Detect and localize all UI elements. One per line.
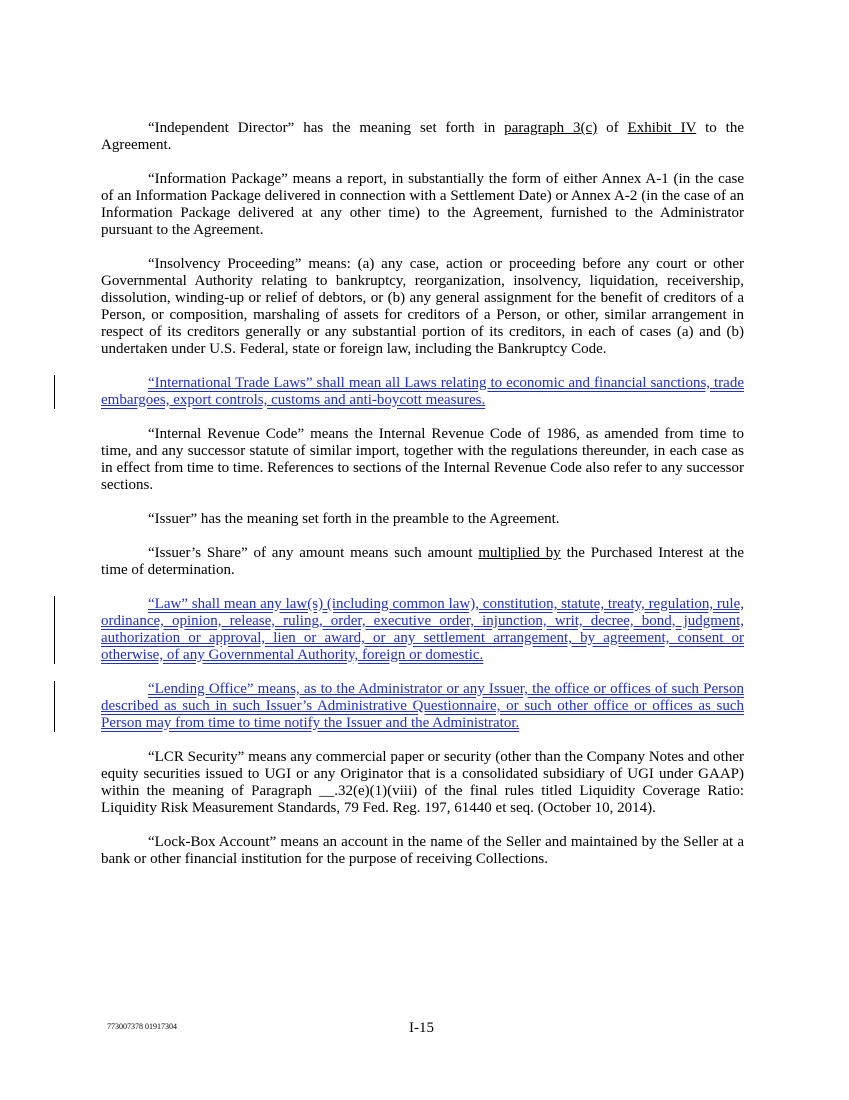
definition-text: of bbox=[597, 120, 628, 136]
revision-block-law bbox=[101, 596, 744, 664]
definition-text: “Independent Director” has the meaning set forth in bbox=[148, 120, 505, 136]
definition-international-trade-laws: “International Trade Laws” shall mean all Laws relating to economic and financial sanctions, trade embargoes, export controls, customs and anti-boycott measures. bbox=[101, 375, 744, 408]
definition-text: the Purchased Interest at the time of determination. bbox=[101, 545, 744, 578]
paragraph-reference-link[interactable]: paragraph 3(c) bbox=[504, 120, 598, 136]
definition-insolvency-proceeding: “Insolvency Proceeding” means: (a) any case, action or proceeding before any court or other Governmental Authority relating to bankruptcy, reorganization, insolvency, liquidation, receivership, dissolution, winding-up or relief of debtors, or (b) any general assignment for the benefit of creditors of a Person, or composition, marshaling of assets for creditors of a Person, or other, similar arrangement in respect of its creditors generally or any substantial portion of its creditors, in each of cases (a) and (b) undertaken under U.S. Federal, state or foreign law, including the Bankruptcy Code. bbox=[101, 256, 744, 357]
definition-information-package: “Information Package” means a report, in substantially the form of either Annex A-1 (in the case of an Information Package delivered in connection with a Settlement Date) or Annex A-2 (in the case of an Information Package delivered at any other time) to the Agreement, furnished to the Administrator pursuant to the Agreement. bbox=[101, 171, 744, 238]
revision-block-lending-office bbox=[101, 681, 744, 732]
definition-internal-revenue-code: “Internal Revenue Code” means the Internal Revenue Code of 1986, as amended from time to time, and any successor statute of similar import, together with the regulations thereunder, in each case as in effect from time to time. References to sections of the Internal Revenue Code also refer to any successor sections. bbox=[101, 426, 744, 493]
definition-text: to the Agreement. bbox=[101, 120, 744, 153]
document-body bbox=[101, 120, 744, 885]
definition-lending-office: “Lending Office” means, as to the Administrator or any Issuer, the office or offices of such Person described as such in such Issuer’s Administrative Questionnaire, or such other office or offices as such Person may from time to time notify the Issuer and the Administrator. bbox=[101, 681, 744, 731]
change-bar bbox=[54, 375, 55, 409]
definition-text: “Issuer’s Share” of any amount means such amount bbox=[148, 545, 479, 561]
definition-independent-director bbox=[101, 120, 744, 154]
change-bar bbox=[54, 596, 55, 664]
definition-lcr-security: “LCR Security” means any commercial paper or security (other than the Company Notes and other equity securities issued to UGI or any Originator that is a consolidated subsidiary of UGI under GAAP) within the meaning of Paragraph __.32(e)(1)(viii) of the final rules titled Liquidity Coverage Ratio: Liquidity Risk Measurement Standards, 79 Fed. Reg. 197, 61440 et seq. (October 10, 2014). bbox=[101, 749, 744, 816]
exhibit-reference-link[interactable]: Exhibit IV bbox=[627, 120, 697, 136]
definition-issuers-share bbox=[101, 545, 744, 579]
footer-page-number: I-15 bbox=[409, 1020, 434, 1036]
definition-law: “Law” shall mean any law(s) (including common law), constitution, statute, treaty, regulation, rule, ordinance, opinion, release, ruling, order, executive order, injunction, writ, decree, bond, judgment, authorization or approval, lien or award, or any settlement arrangement, by agreement, consent or otherwise, of any Governmental Authority, foreign or domestic. bbox=[101, 596, 744, 663]
definition-issuer: “Issuer” has the meaning set forth in the preamble to the Agreement. bbox=[148, 511, 560, 527]
change-bar bbox=[54, 681, 55, 732]
revision-block-international-trade-laws bbox=[101, 375, 744, 409]
footer-document-id: 773007378 01917304 bbox=[107, 1022, 177, 1031]
underlined-term: multiplied by bbox=[478, 545, 561, 561]
definition-lock-box-account: “Lock-Box Account” means an account in the name of the Seller and maintained by the Seller at a bank or other financial institution for the purpose of receiving Collections. bbox=[101, 834, 744, 867]
